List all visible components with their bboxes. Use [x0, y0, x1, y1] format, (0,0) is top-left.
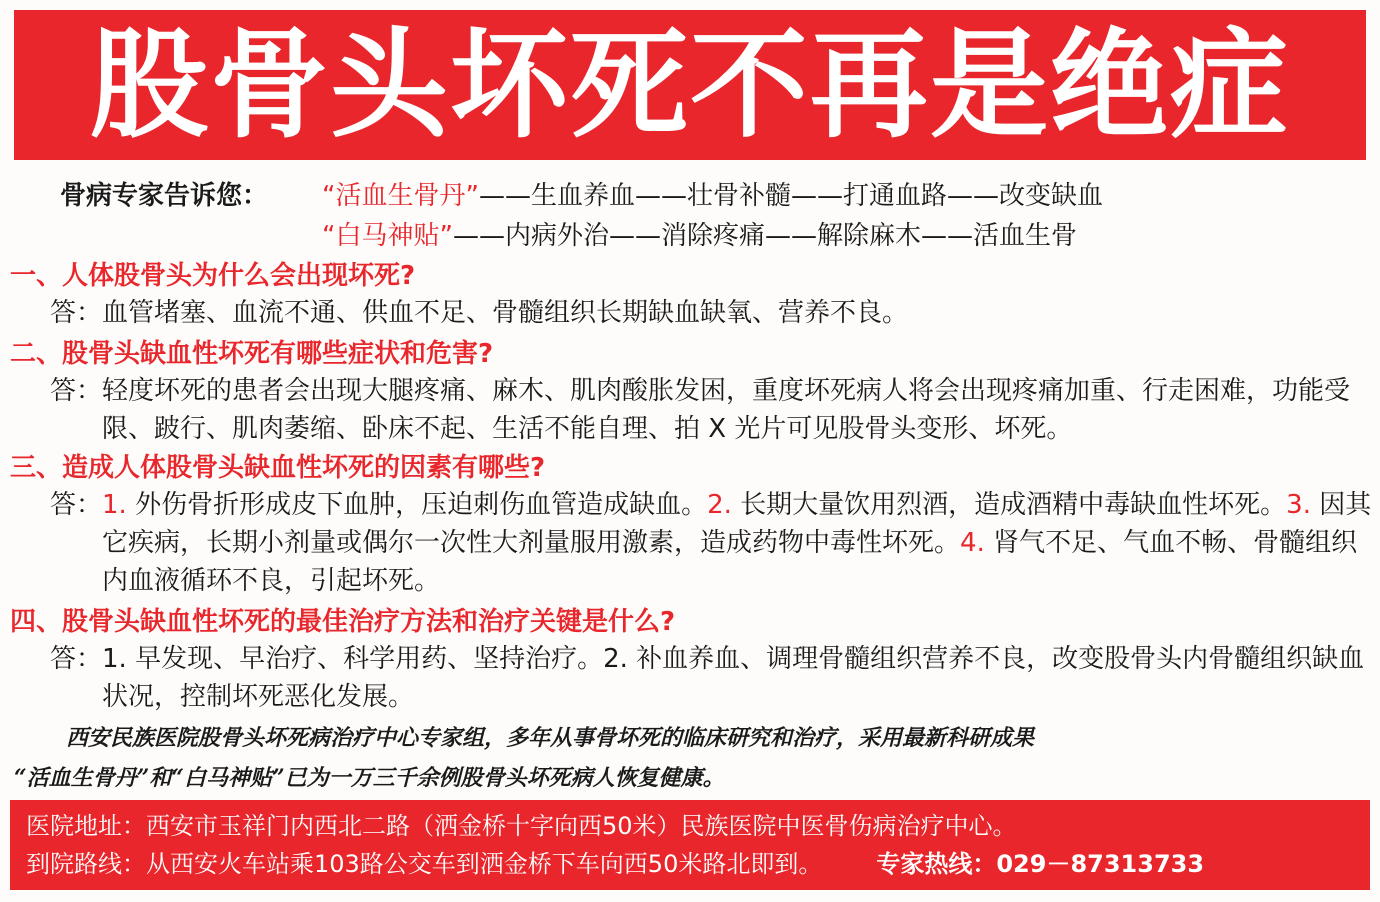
question-heading: 二、股骨头缺血性坏死有哪些症状和危害? [10, 339, 494, 369]
expert-line-2 [60, 216, 1310, 256]
item-number: 3. [1286, 490, 1311, 520]
item-text: 因其它疾病，长期小剂量或偶尔一次性大剂量服用激素，造成药物中毒性坏死。 [102, 490, 1372, 558]
item-text: 长期大量饮用烈酒，造成酒精中毒缺血性坏死。 [731, 490, 1287, 520]
expert-hotline: 专家热线：029－87313733 [876, 850, 1205, 878]
question-heading: 三、造成人体股骨头缺血性坏死的因素有哪些? [10, 453, 546, 483]
product-name: “白马神贴” [322, 221, 453, 251]
question-heading: 四、股骨头缺血性坏死的最佳治疗方法和治疗关键是什么? [10, 607, 676, 637]
item-text: 外伤骨折形成皮下血肿，压迫刺伤血管造成缺血。 [126, 490, 708, 520]
question-heading: 一、人体股骨头为什么会出现坏死? [10, 261, 416, 291]
answer [50, 486, 1372, 600]
closing-line-1: 西安民族医院股骨头坏死病治疗中心专家组，多年从事骨坏死的临床研究和治疗，采用最新科研成果 [66, 725, 1035, 751]
qa-section-3 [10, 450, 1372, 600]
answer [50, 372, 1372, 448]
answer-label: 答： [50, 298, 103, 328]
footer-address-row [26, 807, 1370, 845]
item-number: 2. [707, 490, 732, 520]
closing-line-2: “活血生骨丹”和“白马神贴”已为一万三千余例股骨头坏死病人恢复健康。 [14, 765, 725, 791]
footer-route-row [26, 845, 1370, 883]
item-number: 4. [960, 528, 985, 558]
answer-text: 血管堵塞、血流不通、供血不足、骨髓组织长期缺血缺氧、营养不良。 [102, 298, 909, 328]
item-number: 1. [102, 490, 127, 520]
product-effects: ——生血养血——壮骨补髓——打通血路——改变缺血 [478, 181, 1103, 211]
answer [50, 640, 1372, 716]
headline-banner [14, 10, 1366, 160]
answer-label: 答： [50, 644, 103, 674]
answer-text: 1. 早发现、早治疗、科学用药、坚持治疗。2. 补血养血、调理骨髓组织营养不良，改变股骨头内骨髓组织缺血状况，控制坏死恶化发展。 [102, 644, 1365, 712]
answer-text [102, 486, 1372, 600]
expert-indent [60, 216, 322, 256]
headline-title: 股骨头坏死不再是绝症 [89, 16, 1290, 154]
expert-line-1 [60, 176, 1310, 216]
item-text: 肾气不足、气血不畅、骨髓组织内血液循环不良，引起坏死。 [102, 528, 1358, 596]
closing-statement [14, 718, 1370, 798]
expert-advice [60, 176, 1310, 256]
answer-label: 答： [50, 490, 103, 520]
product-effects: ——内病外治——消除疼痛——解除麻木——活血生骨 [452, 221, 1077, 251]
expert-label: 骨病专家告诉您： [60, 181, 269, 211]
contact-footer [10, 800, 1370, 890]
qa-section-2 [10, 336, 1372, 448]
answer [50, 294, 1372, 332]
route-directions: 到院路线：从西安火车站乘103路公交车到洒金桥下车向西50米路北即到。 [26, 850, 823, 878]
hospital-address: 医院地址：西安市玉祥门内西北二路（洒金桥十字向西50米）民族医院中医骨伤病治疗中心。 [26, 812, 1017, 840]
answer-label: 答： [50, 376, 103, 406]
qa-section-4 [10, 604, 1372, 716]
qa-section-1 [10, 258, 1372, 332]
answer-text: 轻度坏死的患者会出现大腿疼痛、麻木、肌肉酸胀发困，重度坏死病人将会出现疼痛加重、行走困难，功能受限、跛行、肌肉萎缩、卧床不起、生活不能自理、拍 X 光片可见股骨头变形、坏死。 [102, 376, 1351, 444]
product-name: “活血生骨丹” [322, 181, 479, 211]
